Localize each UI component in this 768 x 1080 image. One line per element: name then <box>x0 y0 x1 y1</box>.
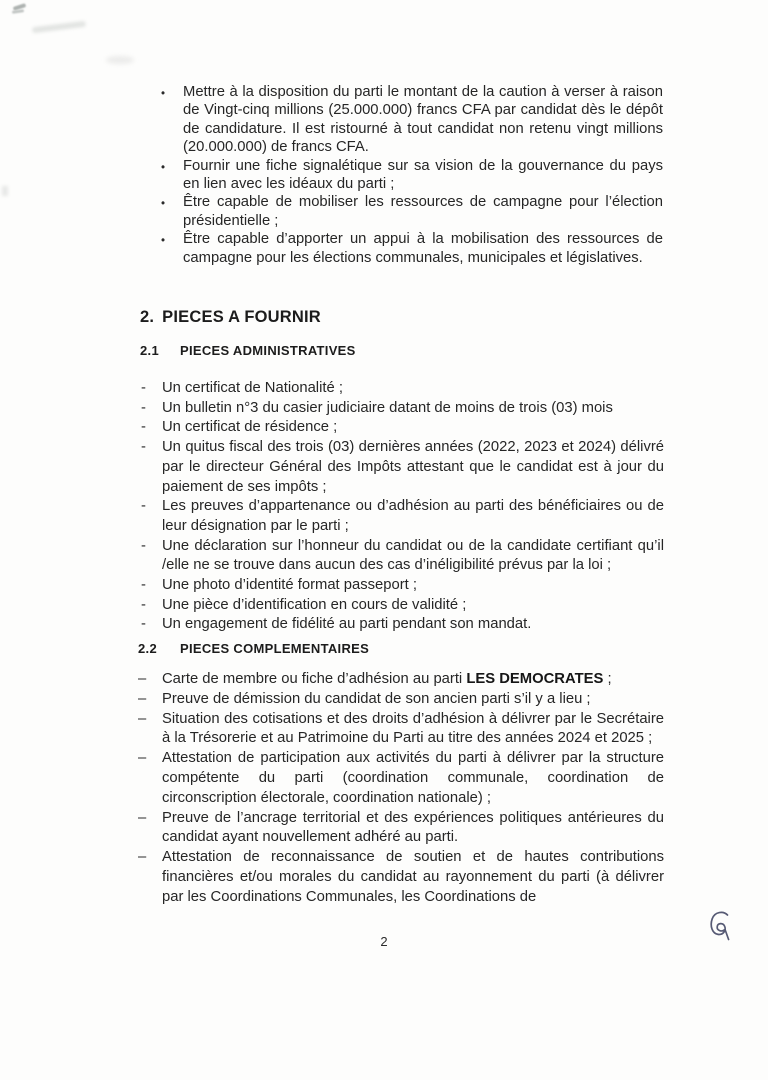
list-item-text: Être capable d’apporter un appui à la mobilisation des ressources de campagne pour les élections communales, municipales et législatives. <box>183 231 663 266</box>
list-item-text: Les preuves d’appartenance ou d’adhésion au parti des bénéficiaires ou de leur désignation par le parti ; <box>162 498 664 534</box>
subsection-comp-heading <box>138 641 369 656</box>
list-item-text: Carte de membre ou fiche d’adhésion au parti LES DEMOCRATES ; <box>162 671 612 687</box>
list-marker: - <box>141 577 146 594</box>
subsection-comp-title: PIECES COMPLEMENTAIRES <box>180 641 370 656</box>
list-item <box>138 809 664 849</box>
list-item <box>141 418 664 438</box>
list-marker: – <box>138 809 147 826</box>
list-marker: - <box>141 537 146 554</box>
list-marker: - <box>141 380 146 396</box>
list-item <box>138 690 664 710</box>
list-item <box>161 193 663 230</box>
list-item <box>138 670 664 690</box>
subsection-admin-number: 2.1 <box>140 343 159 358</box>
list-item <box>138 848 664 907</box>
list-item <box>161 157 663 194</box>
list-item <box>138 710 664 750</box>
list-marker: - <box>141 399 146 416</box>
list-item <box>161 230 663 267</box>
list-marker: – <box>138 849 147 866</box>
complementary-pieces-list <box>138 670 664 908</box>
list-item-text: Un engagement de fidélité au parti pendant son mandat. <box>162 616 532 633</box>
list-marker: – <box>138 690 147 707</box>
list-item-text: Fournir une fiche signalétique sur sa vision de la gouvernance du pays en lien avec les idéaux du parti ; <box>183 157 663 193</box>
list-item-text: Être capable de mobiliser les ressources de campagne pour l’élection présidentielle ; <box>183 194 663 229</box>
list-item-text: Une déclaration sur l’honneur du candidat ou de la candidate certifiant qu’il /elle ne se trouve dans aucun des cas d’inéligibilité prévus par la loi ; <box>162 537 664 574</box>
list-item <box>141 497 664 536</box>
list-item-text: Attestation de reconnaissance de soutien et de hautes contributions financières et/ou morales du candidat au rayonnement du parti (à délivrer par les Coordinations Communales, les Coordinations de <box>162 849 664 905</box>
list-item <box>141 379 664 399</box>
list-item <box>141 537 664 576</box>
intro-bullet-list <box>161 83 663 267</box>
list-marker: - <box>141 419 146 436</box>
list-item <box>141 596 664 616</box>
section-title: PIECES A FOURNIR <box>162 308 321 326</box>
list-item-text: Un certificat de Nationalité ; <box>162 380 343 396</box>
page-number: 2 <box>380 934 388 949</box>
list-item-text: Mettre à la disposition du parti le montant de la caution à verser à raison de Vingt-cinq millions (25.000.000) francs CFA par candidat dès le dépôt de candidature. Il est ristourné à tout candidat non retenu vingt millions (20.000.000) de francs CFA. <box>183 84 663 156</box>
handwritten-initial-mark <box>708 910 733 945</box>
administrative-pieces-list <box>141 379 664 635</box>
list-marker: • <box>161 161 166 174</box>
list-marker: – <box>138 710 147 727</box>
list-item <box>141 615 664 635</box>
list-item <box>138 749 664 808</box>
list-item <box>141 576 664 596</box>
list-marker: • <box>161 198 166 211</box>
list-item-text: Attestation de participation aux activités du parti à délivrer par la structure compétente du parti (coordination communale, coordination de circonscription électorale, coordination nationale) ; <box>162 750 664 806</box>
subsection-admin-heading <box>140 343 356 358</box>
emphasis-text: LES DEMOCRATES <box>466 671 604 687</box>
list-marker: - <box>141 616 146 633</box>
subsection-admin-title: PIECES ADMINISTRATIVES <box>180 343 356 358</box>
list-item <box>141 399 664 419</box>
list-item-text: Un quitus fiscal des trois (03) dernières années (2022, 2023 et 2024) délivré par le directeur Général des Impôts attestant que le candidat est à jour du paiement de ses impôts ; <box>162 439 664 495</box>
list-item-text: Situation des cotisations et des droits d’adhésion à délivrer par le Secrétaire à la Trésorerie et au Patrimoine du Parti au titre des années 2024 et 2025 ; <box>162 710 664 747</box>
list-item-text: Preuve de démission du candidat de son ancien parti s’il y a lieu ; <box>162 690 591 707</box>
list-item-text: Une pièce d’identification en cours de validité ; <box>162 596 467 613</box>
list-item <box>161 83 663 157</box>
list-item-text: Une photo d’identité format passeport ; <box>162 577 417 594</box>
section-heading <box>140 308 321 327</box>
list-marker: - <box>141 596 146 613</box>
list-item-text: Un bulletin n°3 du casier judiciaire datant de moins de trois (03) mois <box>162 399 613 416</box>
list-marker: – <box>138 671 147 687</box>
list-item-text: Un certificat de résidence ; <box>162 419 338 436</box>
list-item <box>141 438 664 497</box>
list-marker: - <box>141 439 146 456</box>
subsection-comp-number: 2.2 <box>138 641 157 656</box>
list-item-text: Preuve de l’ancrage territorial et des expériences politiques antérieures du candidat ayant nouvellement adhéré au parti. <box>162 809 664 846</box>
section-number: 2. <box>140 308 155 326</box>
list-marker: • <box>161 88 166 100</box>
list-marker: – <box>138 750 147 767</box>
list-marker: • <box>161 235 166 248</box>
list-marker: - <box>141 498 146 515</box>
